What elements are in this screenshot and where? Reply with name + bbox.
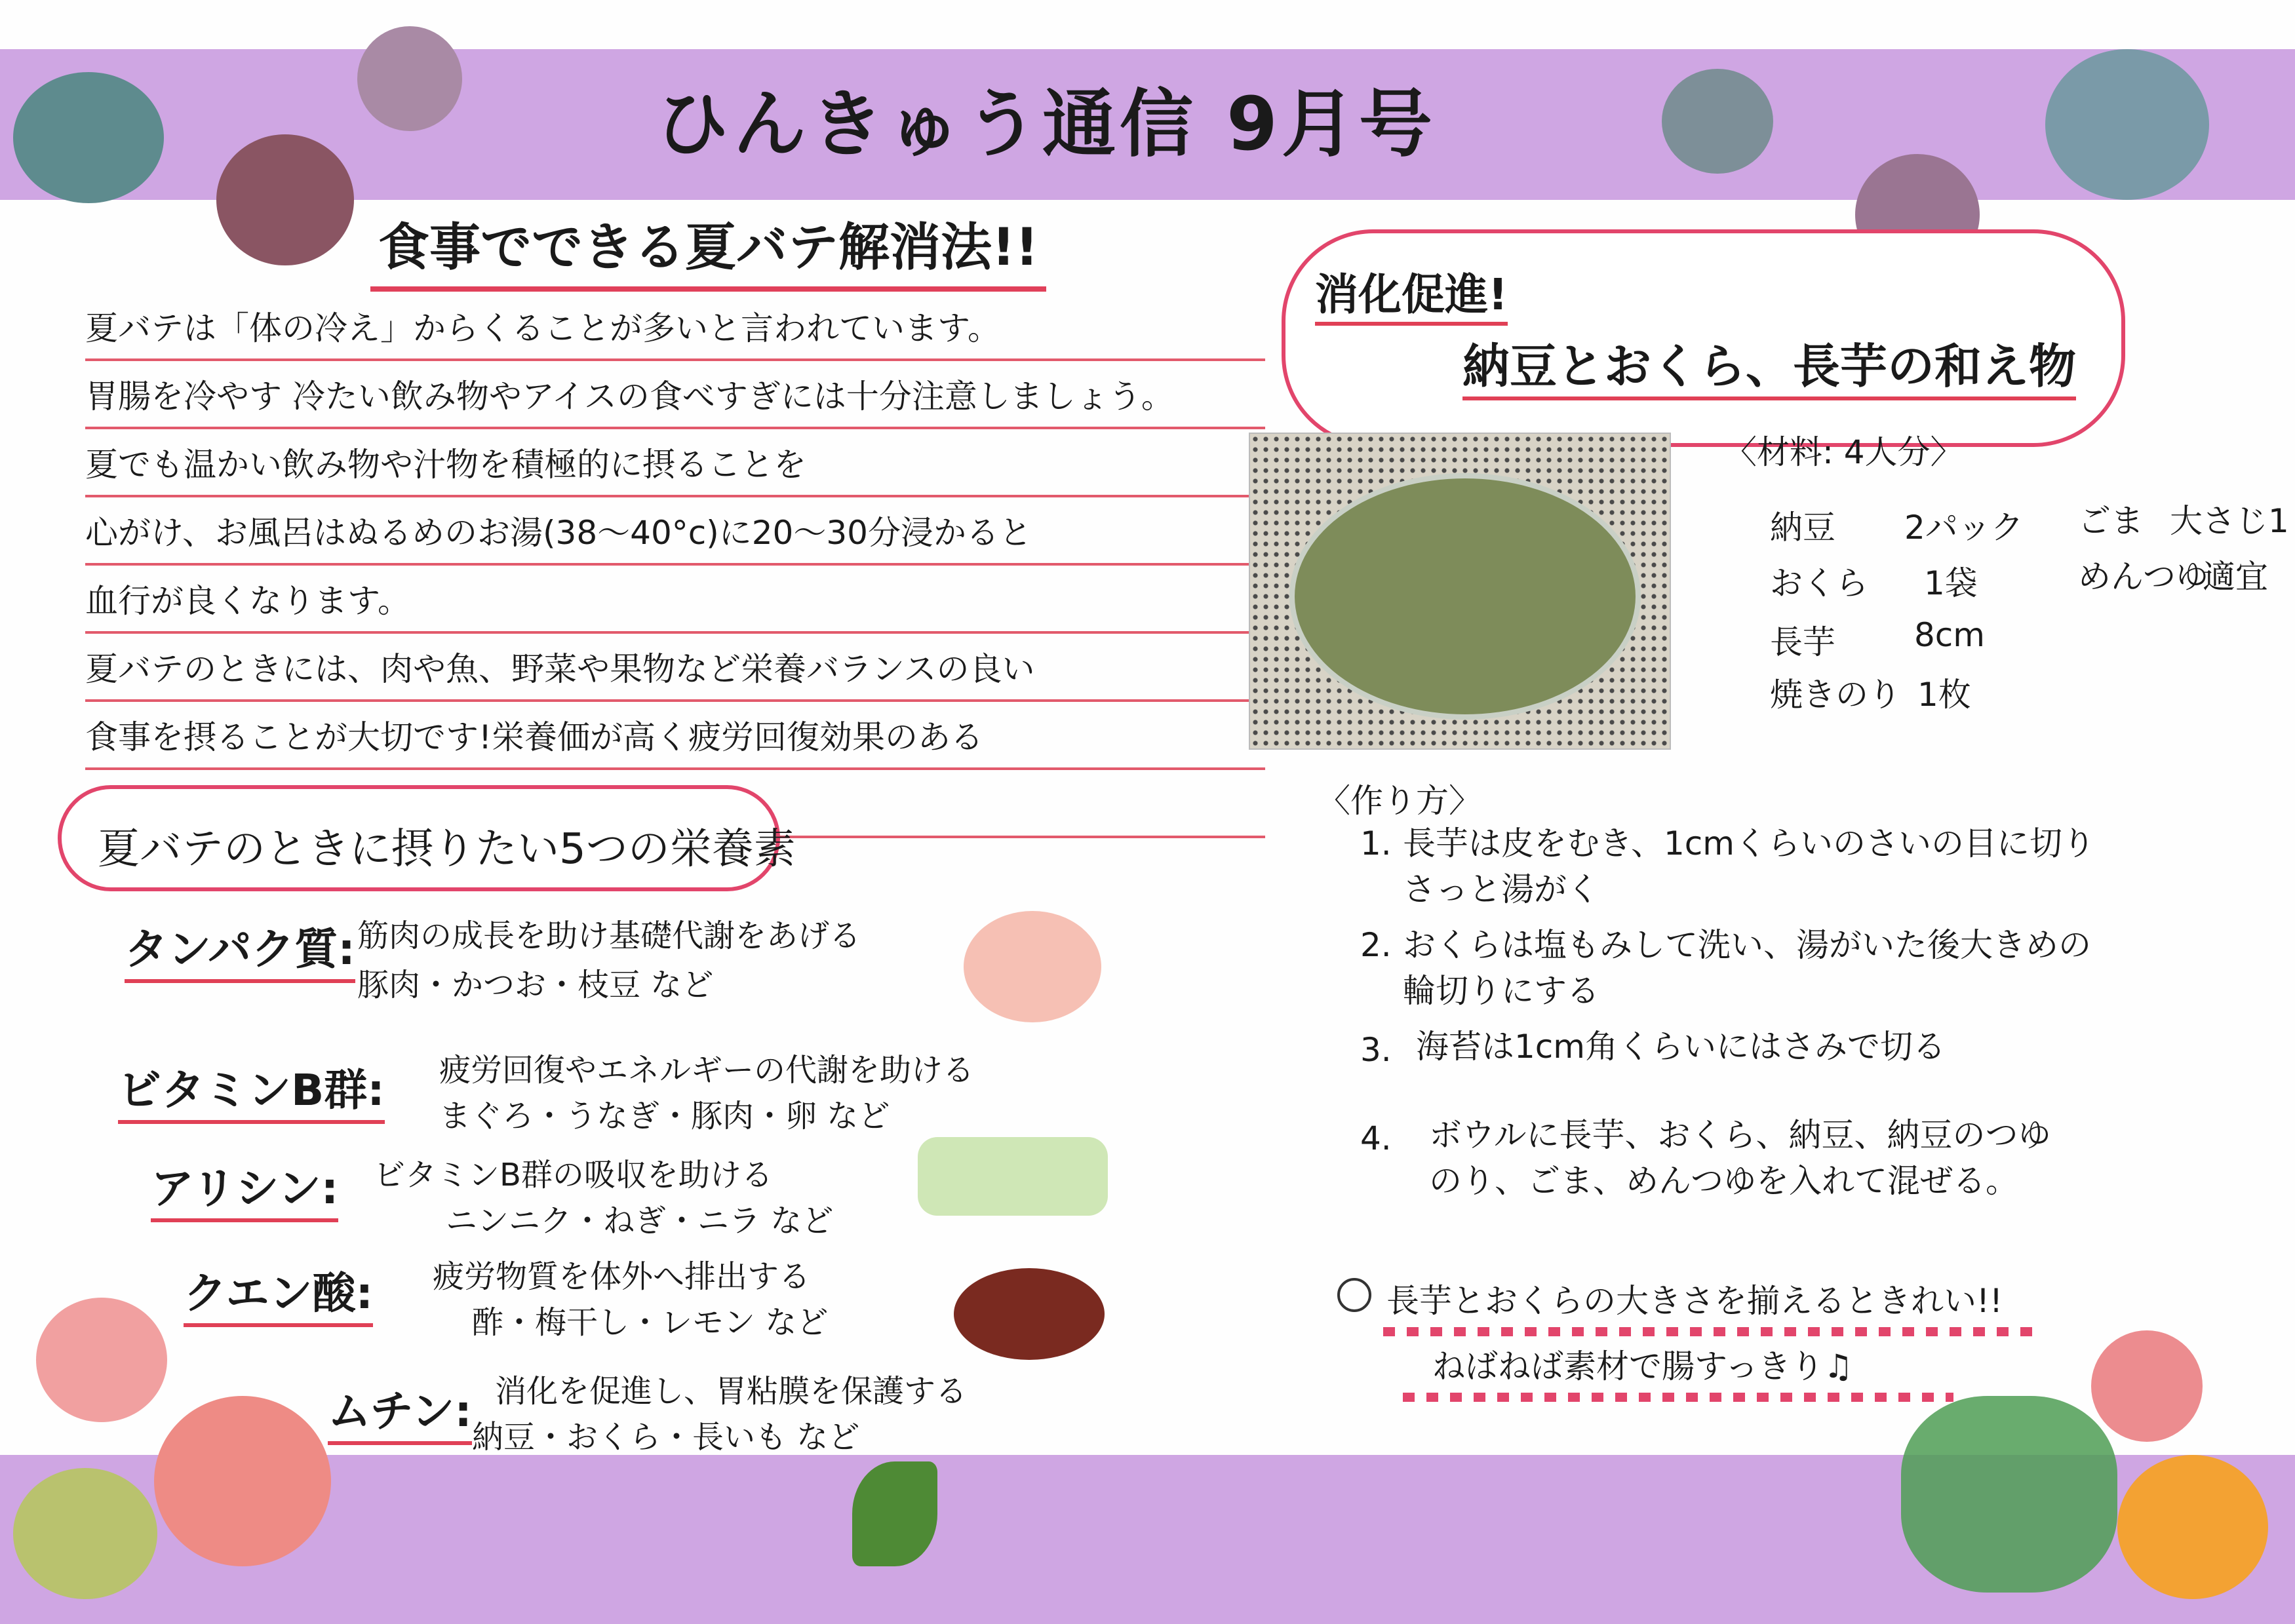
flower-sticker-icon — [2117, 1455, 2268, 1599]
paragraph-line: 胃腸を冷やす 冷たい飲み物やアイスの食べすぎには十分注意しましょう。 — [85, 366, 1265, 429]
nutrient-desc: 疲労回復やエネルギーの代謝を助ける — [439, 1052, 975, 1089]
step-line: おくらは塩もみして洗い、湯がいた後大きめの — [1403, 926, 2091, 964]
ingredient-name: 長芋 — [1770, 623, 1835, 661]
flower-sticker-icon — [13, 1468, 157, 1599]
paragraph-line: 夏でも温かい飲み物や汁物を積極的に摂ることを — [85, 435, 1265, 497]
ribbon-bow-icon — [1901, 1396, 2117, 1593]
ingredient-amount: 2パック — [1904, 509, 2024, 547]
pig-icon — [964, 911, 1101, 1022]
nutrient-foods: 納豆・おくら・長いも など — [472, 1419, 860, 1456]
step-line: 海苔は1cm角くらいにはさみで切る — [1416, 1028, 1946, 1066]
nutrient-name: ムチン: — [328, 1376, 472, 1445]
flower-sticker-icon — [13, 72, 164, 203]
paragraph-line: 夏バテのときには、肉や魚、野菜や果物など栄養バランスの良い — [85, 639, 1265, 702]
nutrient-foods: ニンニク・ねぎ・ニラ など — [446, 1203, 834, 1239]
flower-sticker-icon — [1662, 69, 1773, 174]
salad-bowl — [1289, 473, 1641, 720]
ingredient-name: 納豆 — [1770, 509, 1835, 547]
nutrient-foods: まぐろ・うなぎ・豚肉・卵 など — [439, 1098, 890, 1134]
tip-line2: ねばねば素材で腸すっきり♫ — [1432, 1347, 1853, 1385]
method-heading: 〈作り方〉 — [1318, 782, 1481, 820]
nutrients-heading-cloud — [58, 785, 796, 891]
nutrients-heading: 夏バテのときに摂りたい5つの栄養素 — [98, 825, 796, 874]
step-line: 輪切りにする — [1403, 972, 1599, 1010]
nutrient-name: ビタミンB群: — [118, 1055, 385, 1124]
paragraph-line: 夏バテは「体の冷え」からくることが多いと言われています。 — [85, 298, 1265, 361]
left-heading: 食事でできる夏バテ解消法!! — [370, 206, 1046, 292]
flower-sticker-icon — [216, 134, 354, 265]
ingredient-amount: 適宜 — [2203, 558, 2268, 596]
step-line: 長芋は皮をむき、1cmくらいのさいの目に切り — [1403, 824, 2096, 862]
step-line: ボウルに長芋、おくら、納豆、納豆のつゆ — [1429, 1116, 2051, 1154]
ingredient-amount: 8cm — [1914, 616, 1986, 654]
step-line: のり、ごま、めんつゆを入れて混ぜる。 — [1429, 1162, 2018, 1200]
nutrient-desc: 消化を促進し、胃粘膜を保護する — [495, 1373, 968, 1410]
intro-paragraph — [85, 298, 1265, 843]
nutrient-foods: 豚肉・かつお・枝豆 など — [357, 967, 714, 1003]
umeboshi-icon — [954, 1268, 1105, 1360]
step-number: 3. — [1360, 1031, 1392, 1069]
ingredients-heading: 〈材料: 4人分〉 — [1724, 433, 1963, 471]
paragraph-line: 血行が良くなります。 — [85, 571, 1265, 634]
recipe-title-line2: 納豆とおくら、長芋の和え物 — [1462, 328, 2076, 400]
ingredient-name: おくら — [1770, 564, 1868, 602]
ingredient-amount: 1袋 — [1924, 564, 1978, 602]
tip-wavy-underline — [1383, 1327, 2039, 1336]
ingredient-name: ごま — [2078, 502, 2144, 540]
green-onion-icon — [918, 1137, 1108, 1216]
flower-sticker-icon — [357, 26, 462, 131]
tip-wavy-underline — [1403, 1393, 1953, 1402]
flower-bullet-icon — [1337, 1278, 1371, 1312]
step-number: 1. — [1360, 824, 1392, 862]
recipe-title-cloud — [1282, 229, 2125, 447]
flower-sticker-icon — [36, 1298, 167, 1422]
nutrient-desc: 筋肉の成長を助け基礎代謝をあげる — [357, 918, 861, 954]
recipe-title-line1: 消化促進! — [1315, 260, 1508, 326]
page-title: ひんきゅう通信 9月号 — [656, 82, 1436, 167]
paragraph-line: 心がけ、お風呂はぬるめのお湯(38〜40°c)に20〜30分浸かると — [85, 503, 1265, 566]
natto-dish-photo — [1249, 433, 1671, 750]
step-line: さっと湯がく — [1403, 870, 1599, 908]
nutrient-name: タンパク質: — [125, 914, 355, 983]
ingredient-amount: 1枚 — [1917, 676, 1971, 714]
flower-sticker-icon — [2045, 49, 2209, 200]
step-number: 4. — [1360, 1119, 1392, 1157]
paragraph-line: 食事を摂ることが大切です!栄養価が高く疲労回復効果のある — [85, 707, 1265, 770]
flower-sticker-icon — [154, 1396, 331, 1566]
nutrient-desc: 疲労物質を体外へ排出する — [433, 1258, 811, 1295]
nutrient-foods: 酢・梅干し・レモン など — [472, 1304, 829, 1341]
ingredient-name: 焼きのり — [1770, 676, 1901, 714]
flower-sticker-icon — [2091, 1330, 2203, 1442]
nutrient-desc: ビタミンB群の吸収を助ける — [374, 1157, 773, 1193]
step-number: 2. — [1360, 926, 1392, 964]
ingredient-name: めんつゆ — [2078, 558, 2208, 596]
ingredient-amount: 大さじ1 — [2170, 502, 2289, 540]
nutrient-name: アリシン: — [151, 1153, 338, 1222]
okra-icon — [852, 1461, 937, 1566]
tip-line1: 長芋とおくらの大きさを揃えるときれい!! — [1386, 1282, 2003, 1320]
nutrient-name: クエン酸: — [184, 1258, 373, 1327]
